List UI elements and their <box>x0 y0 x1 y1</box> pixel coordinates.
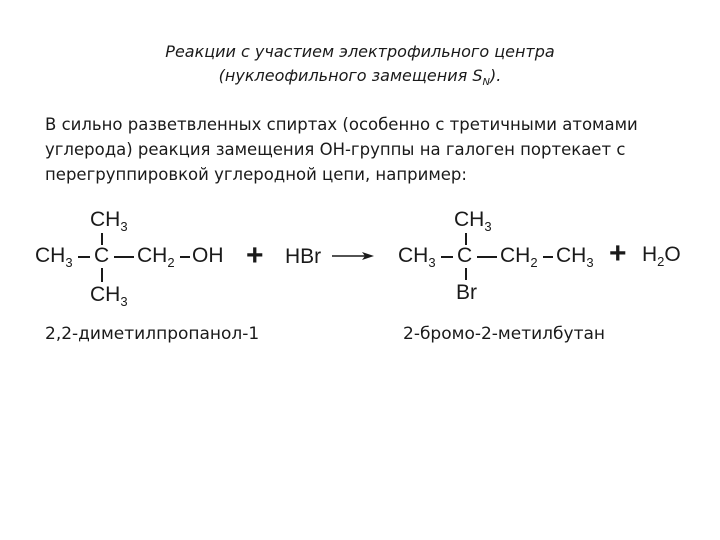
reagent-hbr: HBr <box>285 245 322 268</box>
title-line-1: Реакции с участием электрофильного центра <box>165 42 555 61</box>
reaction-arrow-icon <box>332 250 376 262</box>
product-bond-bottom <box>465 268 467 280</box>
slide-title <box>0 40 720 95</box>
product-methylene: $CH_2$ <box>500 244 538 270</box>
plus-sign-1: + <box>246 239 264 272</box>
plus-sign-2: + <box>609 237 627 270</box>
product-top-methyl: $CH_3$ <box>454 208 492 234</box>
product-center-carbon: C <box>457 244 473 267</box>
reactant-name: 2,2-диметилпропанол-1 <box>45 324 260 344</box>
paragraph-line-1: В сильно разветвленных спиртах (особенно с третичными атомами <box>45 115 638 134</box>
product-bond-end <box>543 256 553 258</box>
reactant-hydroxyl: OH <box>192 244 224 267</box>
reactant-top-methyl: $CH_3$ <box>90 208 128 234</box>
product-end-methyl: $CH_3$ <box>556 244 594 270</box>
product-name: 2-бромо-2-метилбутан <box>403 324 606 344</box>
reactant-methylene: $CH_2$ <box>137 244 175 270</box>
reactant-left-methyl: $CH_3$ <box>35 244 73 270</box>
reactant-bond-left <box>78 256 90 258</box>
description-paragraph <box>45 112 695 187</box>
reactant-bond-bottom <box>101 268 103 282</box>
reactant-bottom-methyl: $CH_3$ <box>90 283 128 309</box>
product-bond-right <box>477 256 497 258</box>
paragraph-line-3: перегруппировкой углеродной цепи, например: <box>45 165 467 184</box>
reactant-bond-right <box>114 256 134 258</box>
title-line-2: (нуклеофильного замещения $S_N$). <box>218 66 502 89</box>
product-left-methyl: $CH_3$ <box>398 244 436 270</box>
product-bromine: Br <box>456 281 477 304</box>
paragraph-line-2: углерода) реакция замещения ОН-группы на галоген портекает с <box>45 140 626 159</box>
product-bond-left <box>441 256 453 258</box>
reactant-bond-oh <box>180 256 190 258</box>
reactant-center-carbon: C <box>94 244 110 267</box>
byproduct-water: $H_2O$ <box>642 243 681 269</box>
